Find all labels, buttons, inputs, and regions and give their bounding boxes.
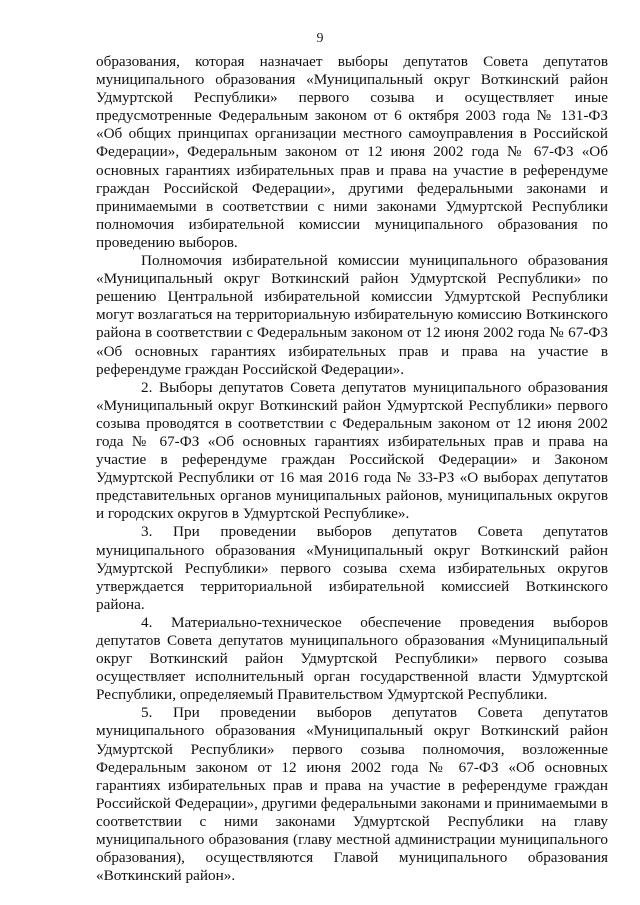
paragraph-item-5: 5. При проведении выборов депутатов Совета депутатов муниципального образования «Муниципальный округ Воткинский район Удмуртской Республики» первого созыва полномочия, возложенные Федеральным законом от 12 июня 2002 года № 67-ФЗ «Об основных гарантиях избирательных прав и права на участие в референдуме граждан Российской Федерации», другими федеральными законами и принимаемыми в соответствии с ними законами Удмуртской Республики на главу муниципального образования (главу местной администрации муниципального образования), осуществляются Главой муниципального образования «Воткинский район». bbox=[96, 704, 608, 885]
paragraph-commission-powers: Полномочия избирательной комиссии муниципального образования «Муниципальный округ Воткинский район Удмуртской Республики» по решению Центральной избирательной комиссии Удмуртской Республики могут возлагаться на территориальную избирательную комиссию Воткинского района в соответствии с Федеральным законом от 12 июня 2002 года № 67-ФЗ «Об основных гарантиях избирательных прав и права на участие в референдуме граждан Российской Федерации». bbox=[96, 252, 608, 378]
paragraph-item-3: 3. При проведении выборов депутатов Совета депутатов муниципального образования «Муниципальный округ Воткинский район Удмуртской Республики» первого созыва схема избирательных округов утверждается территориальной избирательной комиссией Воткинского района. bbox=[96, 523, 608, 613]
page-number: 9 bbox=[316, 31, 324, 46]
paragraph-item-2: 2. Выборы депутатов Совета депутатов муниципального образования «Муниципальный округ Воткинский район Удмуртской Республики» первого созыва проводятся в соответствии с Федеральным законом от 12 июня 2002 года № 67-ФЗ «Об основных гарантиях избирательных прав и права на участие в референдуме граждан Российской Федерации» и Законом Удмуртской Республики от 16 мая 2016 года № 33-РЗ «О выборах депутатов представительных органов муниципальных районов, муниципальных округов и городских округов в Удмуртской Республике». bbox=[96, 378, 608, 523]
paragraph-continuation: образования, которая назначает выборы депутатов Совета депутатов муниципального образования «Муниципальный округ Воткинский район Удмуртской Республики» первого созыва и осуществляет иные предусмотренные Федеральным законом от 6 октября 2003 года № 131-ФЗ «Об общих принципах организации местного самоуправления в Российской Федерации», Федеральным законом от 12 июня 2002 года № 67-ФЗ «Об основных гарантиях избирательных прав и права на участие в референдуме граждан Российской Федерации», другими федеральными законами и принимаемыми в соответствии с ними законами Удмуртской Республики полномочия избирательной комиссии муниципального образования по проведению выборов. bbox=[96, 53, 608, 251]
paragraph-item-4: 4. Материально-техническое обеспечение проведения выборов депутатов Совета депутатов муниципального образования «Муниципальный округ Воткинский район Удмуртской Республики» первого созыва осуществляет исполнительный орган государственной власти Удмуртской Республики, определяемый Правительством Удмуртской Республики. bbox=[96, 613, 608, 704]
document-body bbox=[96, 53, 608, 885]
